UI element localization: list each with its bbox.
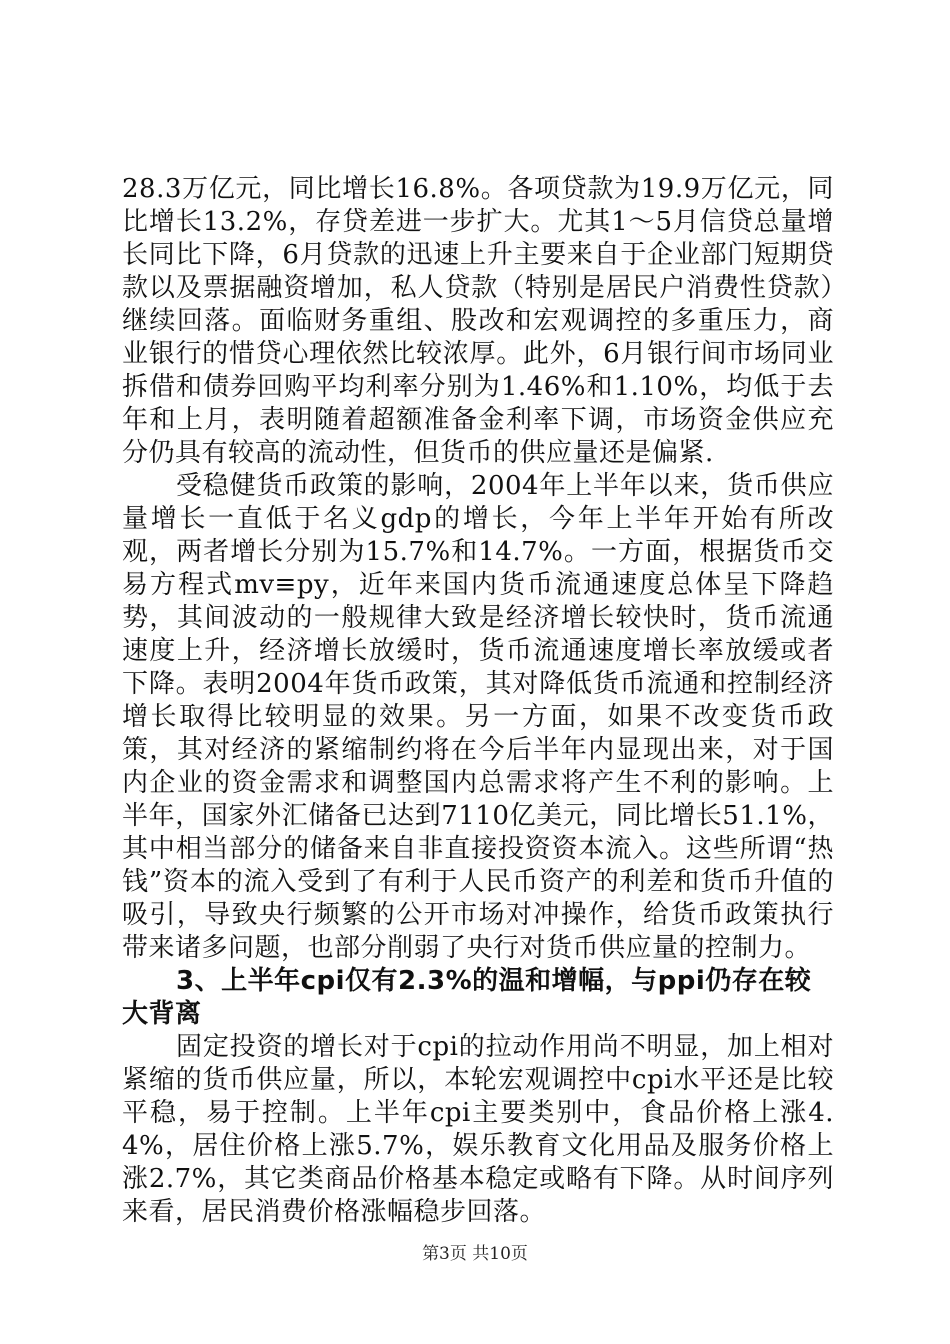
document-body bbox=[122, 173, 834, 1229]
paragraph-money-supply: 受稳健货币政策的影响，2004年上半年以来，货币供应量增长一直低于名义gdp的增长，今年上半年开始有所改观，两者增长分别为15.7%和14.7%。一方面，根据货币交易方程式mv≡py，近年来国内货币流通速度总体呈下降趋势，其间波动的一般规律大致是经济增长较快时，货币流通速度上升，经济增长放缓时，货币流通速度增长率放缓或者下降。表明2004年货币政策，其对降低货币流通和控制经济增长取得比较明显的效果。另一方面，如果不改变货币政策，其对经济的紧缩制约将在今后半年内显现出来，对于国内企业的资金需求和调整国内总需求将产生不利的影响。上半年，国家外汇储备已达到7110亿美元，同比增长51.1%，其中相当部分的储备来自非直接投资资本流入。这些所谓“热钱”资本的流入受到了有利于人民币资产的利差和货币升值的吸引，导致央行频繁的公开市场对冲操作，给货币政策执行带来诸多问题，也部分削弱了央行对货币供应量的控制力。 bbox=[122, 471, 834, 963]
section-heading-cpi: 3、上半年cpi仅有2.3%的温和增幅，与ppi仍存在较大背离 bbox=[122, 966, 812, 1029]
page-footer: 第3页 共10页 bbox=[422, 1244, 528, 1264]
paragraph-credit-loans: 28.3万亿元，同比增长16.8%。各项贷款为19.9万亿元，同比增长13.2%，存贷差进一步扩大。尤其1～5月信贷总量增长同比下降，6月贷款的迅速上升主要来自于企业部门短期贷款以及票据融资增加，私人贷款（特别是居民户消费性贷款）继续回落。面临财务重组、股改和宏观调控的多重压力，商业银行的惜贷心理依然比较浓厚。此外，6月银行间市场同业拆借和债券回购平均利率分别为1.46%和1.10%，均低于去年和上月，表明随着超额准备金利率下调，市场资金供应充分仍具有较高的流动性，但货币的供应量还是偏紧. bbox=[122, 174, 834, 468]
paragraph-cpi: 固定投资的增长对于cpi的拉动作用尚不明显，加上相对紧缩的货币供应量，所以，本轮宏观调控中cpi水平还是比较平稳，易于控制。上半年cpi主要类别中，食品价格上涨4.4%，居住价格上涨5.7%，娱乐教育文化用品及服务价格上涨2.7%，其它类商品价格基本稳定或略有下降。从时间序列来看，居民消费价格涨幅稳步回落。 bbox=[122, 1032, 834, 1227]
